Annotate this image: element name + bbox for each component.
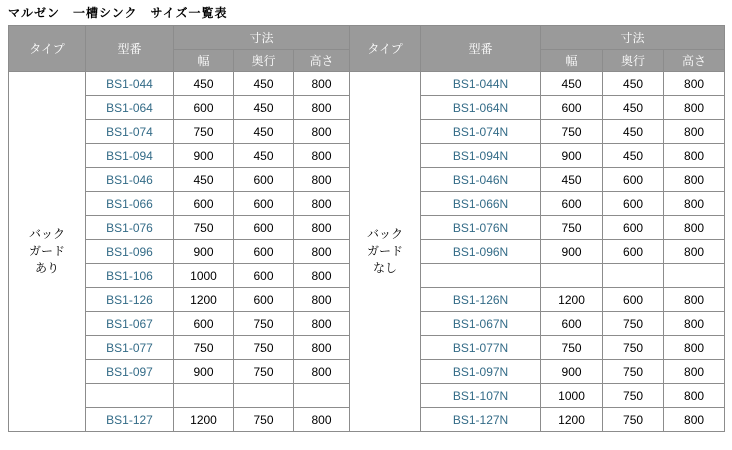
width-cell: 900 bbox=[174, 360, 234, 384]
type-label-line: バック bbox=[367, 227, 404, 241]
model-cell bbox=[421, 312, 541, 336]
model-cell bbox=[86, 216, 174, 240]
depth-cell: 450 bbox=[234, 144, 294, 168]
height-cell: 800 bbox=[294, 360, 350, 384]
height-cell: 800 bbox=[664, 168, 725, 192]
depth-cell bbox=[234, 384, 294, 408]
header-height-left: 高さ bbox=[294, 50, 350, 72]
model-cell bbox=[421, 384, 541, 408]
model-link[interactable]: BS1-096N bbox=[452, 244, 509, 259]
height-cell: 800 bbox=[294, 408, 350, 432]
height-cell: 800 bbox=[664, 288, 725, 312]
model-cell bbox=[86, 384, 174, 408]
width-cell: 600 bbox=[174, 192, 234, 216]
model-cell bbox=[421, 72, 541, 96]
depth-cell: 600 bbox=[234, 288, 294, 312]
width-cell: 1200 bbox=[541, 288, 603, 312]
model-link[interactable]: BS1-127 bbox=[106, 412, 153, 427]
model-cell bbox=[86, 408, 174, 432]
model-link[interactable]: BS1-097N bbox=[452, 364, 509, 379]
model-link[interactable]: BS1-097 bbox=[106, 364, 153, 379]
depth-cell: 750 bbox=[234, 336, 294, 360]
width-cell bbox=[541, 264, 603, 288]
depth-cell: 450 bbox=[603, 72, 664, 96]
model-link[interactable]: BS1-046 bbox=[106, 172, 153, 187]
height-cell: 800 bbox=[294, 72, 350, 96]
model-cell bbox=[86, 144, 174, 168]
header-width-right: 幅 bbox=[541, 50, 603, 72]
height-cell: 800 bbox=[664, 144, 725, 168]
height-cell: 800 bbox=[664, 240, 725, 264]
height-cell: 800 bbox=[294, 120, 350, 144]
height-cell: 800 bbox=[294, 192, 350, 216]
width-cell: 900 bbox=[541, 360, 603, 384]
height-cell: 800 bbox=[664, 360, 725, 384]
depth-cell: 600 bbox=[234, 264, 294, 288]
model-cell bbox=[86, 288, 174, 312]
header-depth-left: 奥行 bbox=[234, 50, 294, 72]
height-cell: 800 bbox=[664, 408, 725, 432]
model-link[interactable]: BS1-064 bbox=[106, 100, 153, 115]
type-label-line: あり bbox=[34, 261, 59, 275]
height-cell: 800 bbox=[294, 312, 350, 336]
model-link[interactable]: BS1-077 bbox=[106, 340, 153, 355]
model-link[interactable]: BS1-096 bbox=[106, 244, 153, 259]
table-body bbox=[9, 72, 725, 432]
depth-cell: 450 bbox=[603, 120, 664, 144]
width-cell: 750 bbox=[541, 216, 603, 240]
model-link[interactable]: BS1-107N bbox=[452, 388, 509, 403]
depth-cell: 450 bbox=[603, 96, 664, 120]
height-cell bbox=[664, 264, 725, 288]
model-link[interactable]: BS1-044N bbox=[452, 76, 509, 91]
header-type-right: タイプ bbox=[350, 26, 421, 72]
model-link[interactable]: BS1-077N bbox=[452, 340, 509, 355]
size-table bbox=[8, 25, 725, 432]
height-cell: 800 bbox=[294, 264, 350, 288]
depth-cell: 450 bbox=[234, 120, 294, 144]
width-cell: 750 bbox=[174, 216, 234, 240]
model-cell bbox=[86, 264, 174, 288]
height-cell bbox=[294, 384, 350, 408]
header-dimensions-right: 寸法 bbox=[541, 26, 725, 50]
depth-cell: 600 bbox=[234, 192, 294, 216]
model-cell bbox=[86, 192, 174, 216]
width-cell: 900 bbox=[541, 240, 603, 264]
width-cell: 750 bbox=[541, 120, 603, 144]
height-cell: 800 bbox=[664, 312, 725, 336]
model-link[interactable]: BS1-126N bbox=[452, 292, 509, 307]
header-depth-right: 奥行 bbox=[603, 50, 664, 72]
height-cell: 800 bbox=[664, 336, 725, 360]
model-cell bbox=[86, 168, 174, 192]
model-link[interactable]: BS1-127N bbox=[452, 412, 509, 427]
width-cell: 450 bbox=[541, 72, 603, 96]
model-link[interactable]: BS1-067 bbox=[106, 316, 153, 331]
height-cell: 800 bbox=[294, 168, 350, 192]
width-cell: 900 bbox=[541, 144, 603, 168]
width-cell: 600 bbox=[541, 192, 603, 216]
width-cell: 1000 bbox=[541, 384, 603, 408]
width-cell: 1000 bbox=[174, 264, 234, 288]
width-cell: 1200 bbox=[174, 288, 234, 312]
depth-cell: 450 bbox=[234, 96, 294, 120]
width-cell: 450 bbox=[174, 168, 234, 192]
depth-cell: 750 bbox=[603, 360, 664, 384]
width-cell: 750 bbox=[174, 336, 234, 360]
model-link[interactable]: BS1-046N bbox=[452, 172, 509, 187]
header-model-left: 型番 bbox=[86, 26, 174, 72]
header-type-left: タイプ bbox=[9, 26, 86, 72]
type-cell-left bbox=[9, 72, 86, 432]
height-cell: 800 bbox=[294, 96, 350, 120]
height-cell: 800 bbox=[664, 216, 725, 240]
width-cell: 750 bbox=[541, 336, 603, 360]
depth-cell: 600 bbox=[603, 288, 664, 312]
model-link[interactable]: BS1-076 bbox=[106, 220, 153, 235]
height-cell: 800 bbox=[664, 72, 725, 96]
model-cell bbox=[421, 336, 541, 360]
width-cell: 900 bbox=[174, 240, 234, 264]
model-link[interactable]: BS1-094 bbox=[106, 148, 153, 163]
model-link[interactable]: BS1-106 bbox=[106, 268, 153, 283]
table-header bbox=[9, 26, 725, 72]
width-cell: 600 bbox=[541, 96, 603, 120]
height-cell: 800 bbox=[664, 120, 725, 144]
model-link[interactable]: BS1-074 bbox=[106, 124, 153, 139]
width-cell: 1200 bbox=[541, 408, 603, 432]
model-cell bbox=[421, 360, 541, 384]
depth-cell: 750 bbox=[603, 384, 664, 408]
depth-cell: 600 bbox=[234, 216, 294, 240]
type-label-line: バック bbox=[28, 227, 65, 241]
header-model-right: 型番 bbox=[421, 26, 541, 72]
width-cell: 450 bbox=[174, 72, 234, 96]
height-cell: 800 bbox=[294, 240, 350, 264]
model-cell bbox=[421, 192, 541, 216]
height-cell: 800 bbox=[294, 144, 350, 168]
height-cell: 800 bbox=[664, 96, 725, 120]
model-link[interactable]: BS1-076N bbox=[452, 220, 509, 235]
model-link[interactable]: BS1-066 bbox=[106, 196, 153, 211]
model-cell bbox=[421, 240, 541, 264]
height-cell: 800 bbox=[294, 288, 350, 312]
width-cell: 600 bbox=[174, 312, 234, 336]
depth-cell: 750 bbox=[603, 312, 664, 336]
depth-cell: 600 bbox=[603, 192, 664, 216]
width-cell: 750 bbox=[174, 120, 234, 144]
model-cell bbox=[421, 216, 541, 240]
header-dimensions-left: 寸法 bbox=[174, 26, 350, 50]
header-height-right: 高さ bbox=[664, 50, 725, 72]
model-cell bbox=[86, 96, 174, 120]
width-cell: 1200 bbox=[174, 408, 234, 432]
model-cell bbox=[421, 408, 541, 432]
model-cell bbox=[86, 336, 174, 360]
width-cell: 900 bbox=[174, 144, 234, 168]
depth-cell: 600 bbox=[603, 168, 664, 192]
header-width-left: 幅 bbox=[174, 50, 234, 72]
depth-cell: 600 bbox=[234, 240, 294, 264]
depth-cell: 750 bbox=[603, 336, 664, 360]
depth-cell: 600 bbox=[603, 240, 664, 264]
depth-cell: 750 bbox=[234, 408, 294, 432]
depth-cell: 600 bbox=[603, 216, 664, 240]
model-cell bbox=[421, 120, 541, 144]
model-cell bbox=[421, 264, 541, 288]
depth-cell bbox=[603, 264, 664, 288]
model-cell bbox=[86, 72, 174, 96]
height-cell: 800 bbox=[294, 216, 350, 240]
model-link[interactable]: BS1-074N bbox=[452, 124, 509, 139]
depth-cell: 750 bbox=[234, 360, 294, 384]
depth-cell: 450 bbox=[603, 144, 664, 168]
model-link[interactable]: BS1-066N bbox=[452, 196, 509, 211]
model-cell bbox=[421, 168, 541, 192]
height-cell: 800 bbox=[664, 384, 725, 408]
model-cell bbox=[86, 120, 174, 144]
table-row bbox=[9, 72, 725, 96]
model-link[interactable]: BS1-094N bbox=[452, 148, 509, 163]
width-cell: 600 bbox=[174, 96, 234, 120]
model-cell bbox=[421, 288, 541, 312]
width-cell bbox=[174, 384, 234, 408]
model-cell bbox=[86, 240, 174, 264]
height-cell: 800 bbox=[664, 192, 725, 216]
type-label-line: ガード bbox=[367, 244, 404, 258]
height-cell: 800 bbox=[294, 336, 350, 360]
model-link[interactable]: BS1-044 bbox=[106, 76, 153, 91]
model-link[interactable]: BS1-064N bbox=[452, 100, 509, 115]
depth-cell: 750 bbox=[603, 408, 664, 432]
type-label-line: なし bbox=[373, 261, 398, 275]
model-cell bbox=[421, 96, 541, 120]
depth-cell: 600 bbox=[234, 168, 294, 192]
width-cell: 450 bbox=[541, 168, 603, 192]
type-cell-right bbox=[350, 72, 421, 432]
model-cell bbox=[86, 360, 174, 384]
type-label-line: ガード bbox=[28, 244, 65, 258]
model-link[interactable]: BS1-067N bbox=[452, 316, 509, 331]
width-cell: 600 bbox=[541, 312, 603, 336]
model-link[interactable]: BS1-126 bbox=[106, 292, 153, 307]
model-cell bbox=[421, 144, 541, 168]
depth-cell: 450 bbox=[234, 72, 294, 96]
model-cell bbox=[86, 312, 174, 336]
depth-cell: 750 bbox=[234, 312, 294, 336]
page-title: マルゼン 一槽シンク サイズ一覧表 bbox=[8, 6, 228, 20]
